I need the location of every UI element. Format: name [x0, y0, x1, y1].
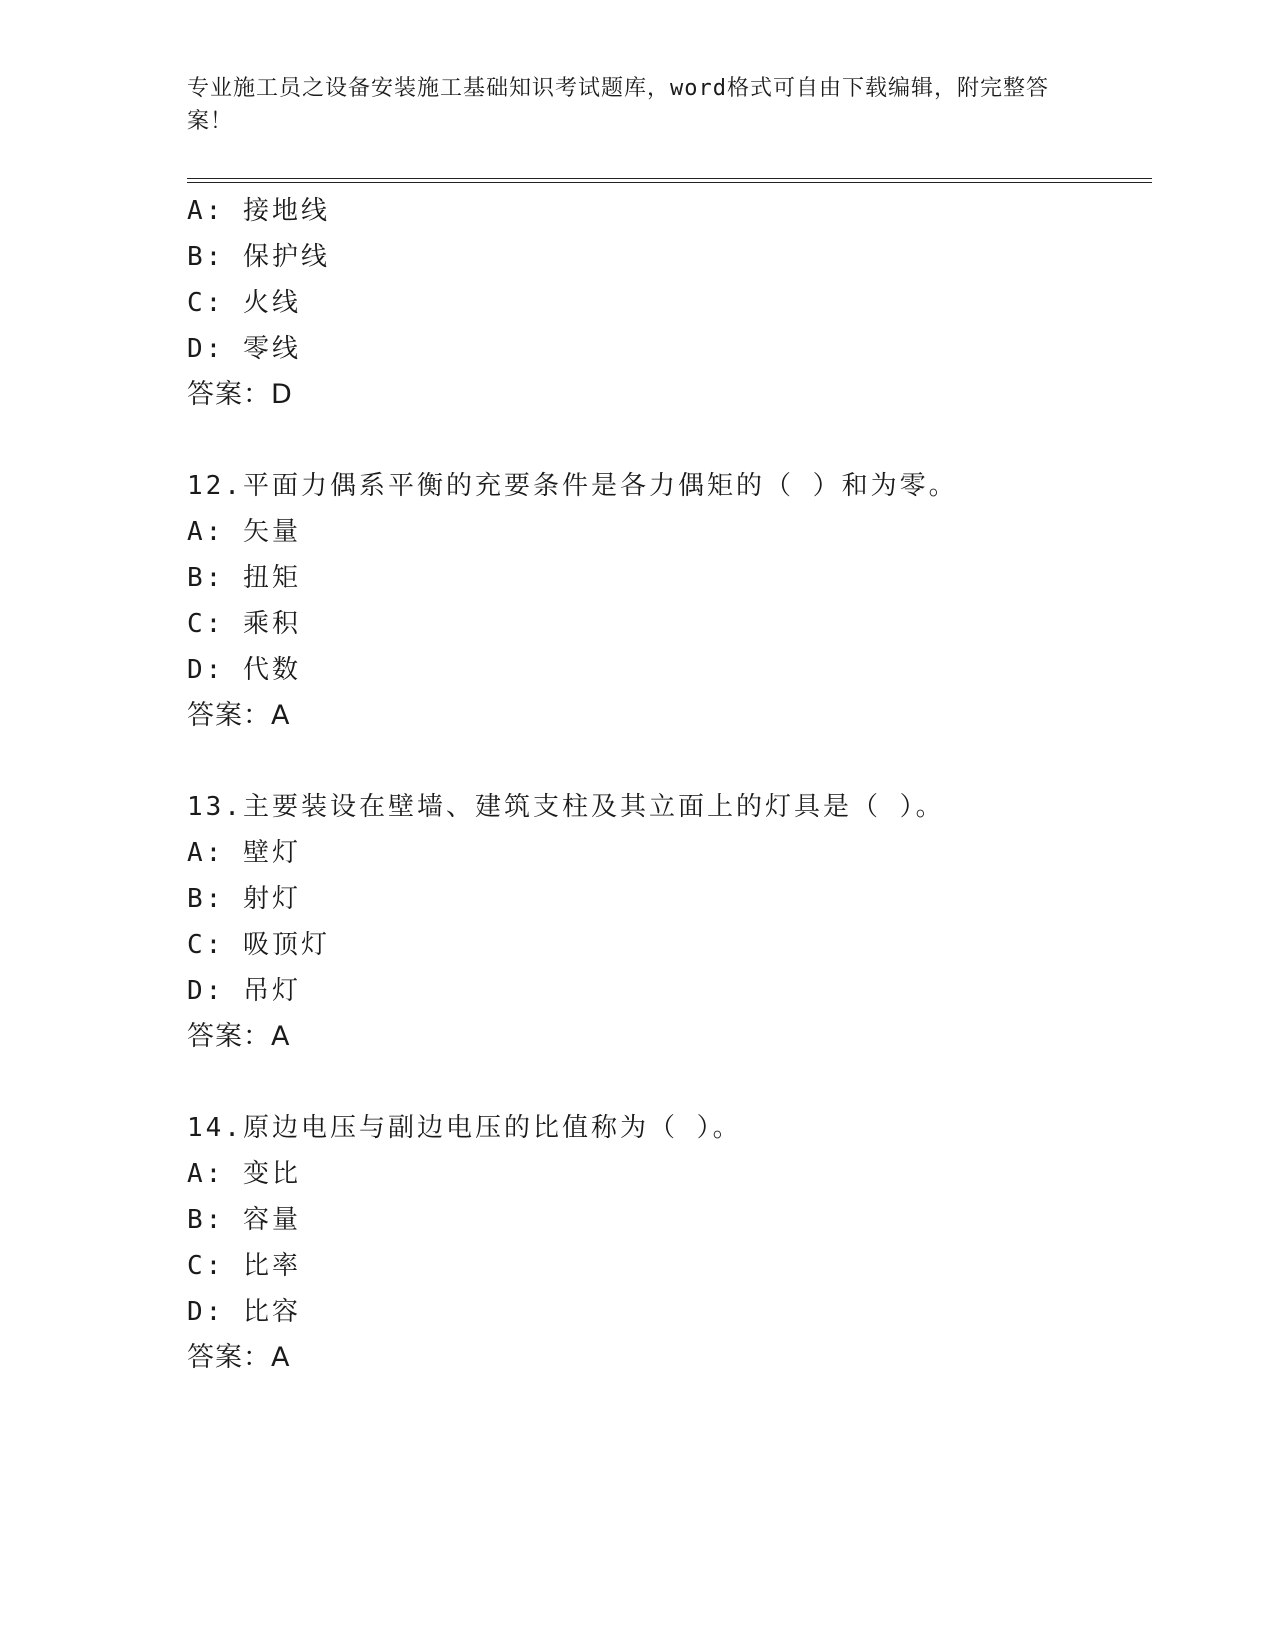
- option-a: A: 壁灯: [187, 838, 301, 868]
- question-11: [187, 188, 1147, 418]
- answer: 答案：A: [187, 1342, 291, 1373]
- question-14: [187, 1105, 1147, 1381]
- option-d: D: 零线: [187, 334, 301, 364]
- option-d: D: 比容: [187, 1297, 301, 1327]
- option-c: C: 比率: [187, 1251, 301, 1281]
- answer: 答案：A: [187, 1021, 291, 1052]
- question-text: 12.平面力偶系平衡的充要条件是各力偶矩的（ ）和为零。: [187, 471, 958, 501]
- option-d: D: 代数: [187, 655, 301, 685]
- option-d: D: 吊灯: [187, 976, 301, 1006]
- option-c: C: 火线: [187, 288, 301, 318]
- question-12: [187, 463, 1147, 739]
- option-b: B: 保护线: [187, 242, 330, 272]
- question-list: [187, 188, 1147, 1381]
- option-b: B: 扭矩: [187, 563, 301, 593]
- option-a: A: 变比: [187, 1159, 301, 1189]
- option-c: C: 吸顶灯: [187, 930, 330, 960]
- option-a: A: 接地线: [187, 196, 330, 226]
- question-13: [187, 784, 1147, 1060]
- answer: 答案：D: [187, 379, 293, 410]
- option-b: B: 射灯: [187, 884, 301, 914]
- option-c: C: 乘积: [187, 609, 301, 639]
- option-a: A: 矢量: [187, 517, 301, 547]
- option-b: B: 容量: [187, 1205, 301, 1235]
- question-text: 14.原边电压与副边电压的比值称为（ ）。: [187, 1113, 742, 1143]
- answer: 答案：A: [187, 700, 291, 731]
- question-text: 13.主要装设在壁墙、建筑支柱及其立面上的灯具是（ ）。: [187, 792, 945, 822]
- document-header: 专业施工员之设备安装施工基础知识考试题库，word格式可自由下载编辑，附完整答案！: [187, 76, 1049, 134]
- header-divider: [187, 178, 1152, 183]
